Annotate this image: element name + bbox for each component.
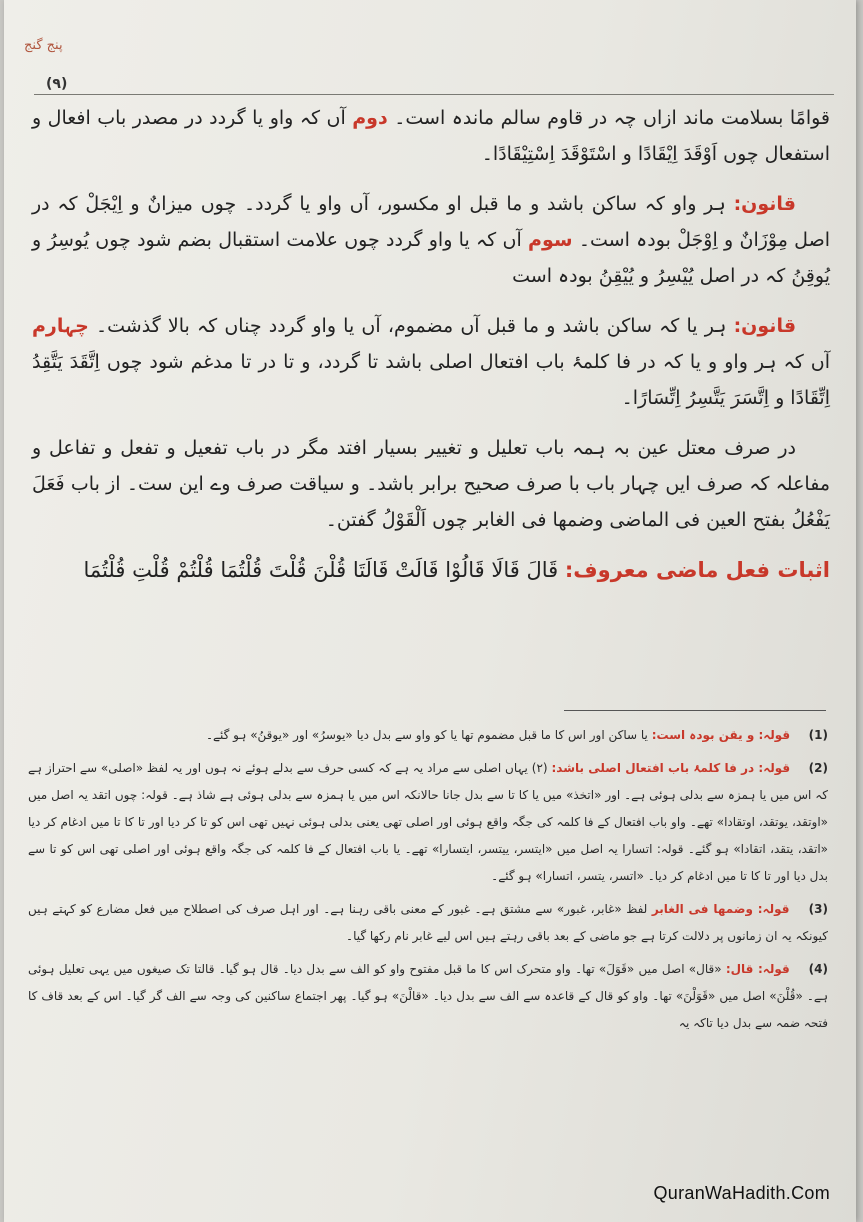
- running-title: پنج گنج: [24, 38, 63, 53]
- heading-conjugations: قَالَ قَالَا قَالُوْا قَالَتْ قَالَتَا قُلْنَ قُلْتَ قُلْتُمَا قُلْتُمْ قُلْتِ قُلْتُمَا: [83, 558, 559, 582]
- paragraph: [32, 186, 830, 294]
- body-text: آں کہ واو یا گردد در مصدر باب افعال و استفعال چوں اَوْقَدَ اِیْقَادًا و اسْتَوْقَدَ اِسْتِیْقَادًا۔: [32, 107, 830, 165]
- conjugation-heading: [32, 552, 830, 588]
- footnote: [28, 956, 828, 1037]
- body-text: در صرف معتل عین بہ ہمہ باب تعلیل و تغییر بسیار افتد مگر در باب تفعیل و تفعل و تفاعل و مفاعلہ کہ صرف ایں چہار باب با صرف صحیح برابر باشد۔ و سیاقت صرف وے این ست۔ از باب فَعَلَ یَفْعُلُ بفتح العین فی الماضی وضمها فی الغابر: [32, 437, 830, 531]
- footnote-lead: قولہ: در فا کلمۂ باب افتعال اصلی باشد:: [551, 761, 791, 775]
- paragraph: [32, 308, 830, 416]
- footnote-text: یا ساکن اور اس کا ما قبل مضموم تھا یا کو واو سے بدل دیا «یوسرُ» اور «یوقنُ» ہو گئے۔: [205, 728, 648, 742]
- body-text: آں کہ یا واو گردد چوں علامت استقبال بضم شود چوں یُوسِرُ و یُوقِنُ کہ در اصل یُیْسِرُ و یُیْقِنُ بودہ است: [32, 229, 830, 287]
- body-text: ہر واو کہ ساکن باشد و ما قبل او مکسور، آں واو یا گردد۔ چوں میزانٌ و اِیْجَلْ کہ در اصل مِوْزَانٌ و اِوْجَلْ بودہ است۔: [32, 193, 830, 251]
- footnote-number: (2): [808, 761, 828, 775]
- section-label-second: دوم: [352, 107, 388, 129]
- main-text: [32, 100, 830, 588]
- section-label-fourth: چہارم: [32, 315, 89, 337]
- footnotes: [28, 722, 828, 1043]
- book-page: [4, 0, 856, 1222]
- heading-label: اثبات فعل ماضی معروف:: [564, 558, 830, 582]
- footnote-lead: قولہ: قال:: [725, 962, 790, 976]
- footnote-lead: قولہ: و یقن بودہ است:: [651, 728, 791, 742]
- body-text: ہر یا کہ ساکن باشد و ما قبل آں مضموم، آں یا واو گردد چناں کہ بالا گذشت۔: [96, 315, 727, 337]
- body-text: آں کہ ہر واو و یا کہ در فا کلمۂ باب افتعال اصلی باشد: [385, 351, 830, 373]
- footnote: [28, 896, 828, 950]
- page-number: (٩): [46, 76, 68, 92]
- rule-label: قانون:: [733, 193, 796, 215]
- footnote-number: (4): [808, 962, 828, 976]
- footnote: [28, 722, 828, 749]
- footnote-lead: قولہ: وضمها فی الغابر: [651, 902, 790, 916]
- body-text: تا گردد، و تا در تا مدغم شود چوں اِتَّقَدَ یَتَّقِدُ اِتِّقَادًا و اِتَّسَرَ یَتَّسِرُ اِتِّسَارًا۔: [32, 351, 830, 409]
- paragraph: [32, 100, 830, 172]
- footnote-text: لفظ «غابر، غبور» سے مشتق ہے۔ غبور کے معنی باقی رہنا ہے۔ اور اہل صرف کی اصطلاح میں فعل مضارع کو کہتے ہیں کیونکہ یہ ان زمانوں پر دلالت کرتا ہے جو ماضی کے بعد باقی رہتے ہیں اس لیے غابر نام رکھا گیا۔: [28, 902, 828, 943]
- rule-label: قانون:: [733, 315, 797, 337]
- header-rule: [34, 94, 834, 95]
- footnote-rule: [564, 710, 826, 711]
- footnote-number: (1): [808, 728, 828, 742]
- watermark: QuranWaHadith.Com: [653, 1183, 830, 1203]
- footnote-text: «قال» اصل میں «قَوَلَ» تھا۔ واو متحرک اس کا ما قبل مفتوح واو کو الف سے بدل دیا۔ قال ہو گیا۔ قالتا تک صیغوں میں یہی تعلیل ہوئی ہے۔ «قُلْنَ» اصل میں «قَوَلْنَ» تھا۔ واو کو قال کے قاعدہ سے الف سے بدل دیا۔ «قالْنَ» ہو گیا۔ پھر اجتماع ساکنین کی وجہ سے الف گر گیا۔ اس کے بعد قاف کا فتحہ ضمہ سے بدل دیا تاکہ یہ: [28, 962, 828, 1030]
- footnote: [28, 755, 828, 890]
- section-label-third: سوم: [528, 229, 573, 251]
- footnote-number: (3): [808, 902, 828, 916]
- footnote-text: (۲) یہاں اصلی سے مراد یہ ہے کہ کسی حرف سے بدلے ہوئے نہ ہوں اور یہ لفظ «اصلی» سے احتراز ہے کہ اس میں یا ہمزہ سے بدلی ہوئی ہے۔ اور «اتخذ» میں یا کا تا سے بدل جانا حالانکہ اس میں یا ہمزہ سے بدلی ہوئی ہے شاذ ہے۔ قولہ: چوں اتقد یہ اصل میں «اوتقد، یوتقد، اوتقادا» تھے۔ واو باب افتعال کے فا کلمہ کی جگہ واقع ہوئی اور اصلی تھی یعنی بدلی ہوئی نہیں تھی اس کو تا کر دیا اور تا کا تا میں ادغام کر دیا «اتقد، یتقد، اتقادا» ہو گئے۔ قولہ: اتسارا یہ اصل میں «ایتسر، ییتسر، ایتسارا» تھے۔ یا باب افتعال کے فا کلمہ کی جگہ واقع ہوئی اور اصلی تھی اس کو تا سے بدل دیا اور تا کا تا میں ادغام کر دیا۔ «اتسر، یتسر، اتسارا» ہو گئے۔: [28, 761, 828, 883]
- body-text: قوامًا بسلامت ماند ازاں چہ در قاوم سالم ماندہ است۔: [394, 107, 831, 129]
- paragraph: [32, 430, 830, 538]
- body-text: چوں اَلْقَوْلُ گفتن۔: [325, 509, 468, 531]
